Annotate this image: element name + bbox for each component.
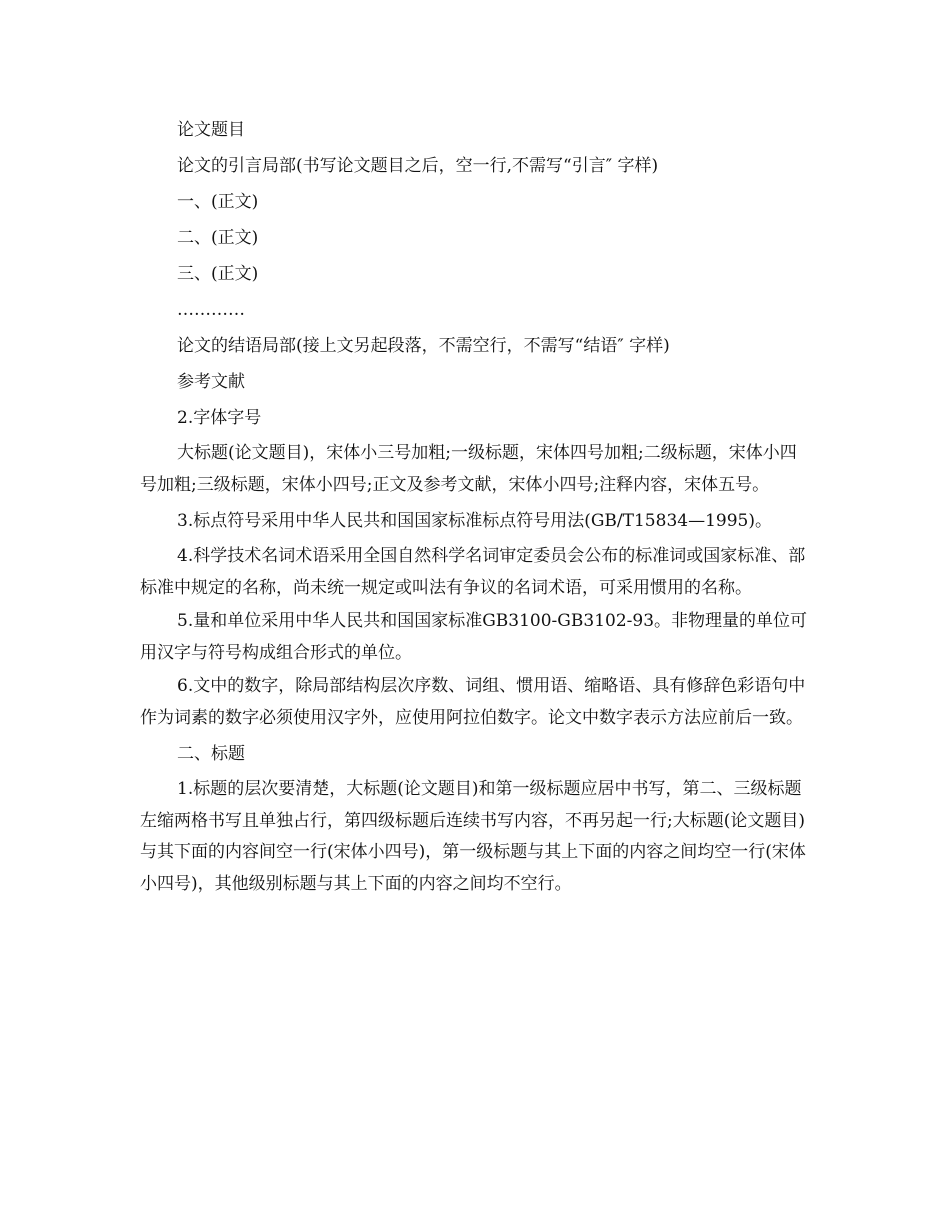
paragraph-font-heading: 2.字体字号 bbox=[177, 408, 262, 428]
paragraph-title-rules: 1.标题的层次要清楚，大标题(论文题目)和第一级标题应居中书写，第二、三级标题左缩两格书写且单独占行，第四级标题后连续书写内容，不再另起一行;大标题(论文题目)与其下面的内容间空一行(宋体小四号)，第一级标题与其上下面的内容之间均空一行(宋体小四号)，其他级别标题与其上下面的内容之间均不空行。 bbox=[140, 779, 806, 894]
paragraph-ellipsis: ………… bbox=[177, 300, 245, 320]
paragraph-references: 参考文献 bbox=[177, 372, 245, 392]
paragraph-terminology: 4.科学技术名词术语采用全国自然科学名词审定委员会公布的标准词或国家标准、部标准中规定的名称，尚未统一规定或叫法有争议的名词术语，可采用惯用的名称。 bbox=[140, 546, 806, 598]
paragraph-conclusion: 论文的结语局部(接上文另起段落，不需空行，不需写“结语″ 字样) bbox=[177, 336, 670, 356]
document-body bbox=[140, 112, 810, 902]
paragraph-font-rules: 大标题(论文题目)，宋体小三号加粗;一级标题，宋体四号加粗;二级标题，宋体小四号加粗;三级标题，宋体小四号;正文及参考文献，宋体小四号;注释内容，宋体五号。 bbox=[140, 443, 797, 495]
paragraph-section-2: 二、(正文) bbox=[177, 228, 259, 248]
paragraph-section-1: 一、(正文) bbox=[177, 192, 259, 212]
paragraph-punctuation: 3.标点符号采用中华人民共和国国家标准标点符号用法(GB/T15834—1995)。 bbox=[177, 511, 772, 531]
paragraph-units: 5.量和单位采用中华人民共和国国家标准GB3100-GB3102-93。非物理量的单位可用汉字与符号构成组合形式的单位。 bbox=[140, 611, 808, 663]
paragraph-section-3: 三、(正文) bbox=[177, 264, 259, 284]
paragraph-numbers: 6.文中的数字，除局部结构层次序数、词组、惯用语、缩略语、具有修辞色彩语句中作为词素的数字必须使用汉字外，应使用阿拉伯数字。论文中数字表示方法应前后一致。 bbox=[140, 676, 806, 728]
paragraph-heading-titles: 二、标题 bbox=[177, 744, 245, 764]
paragraph-title: 论文题目 bbox=[177, 120, 245, 140]
paragraph-introduction: 论文的引言局部(书写论文题目之后，空一行,不需写“引言″ 字样) bbox=[177, 156, 659, 176]
